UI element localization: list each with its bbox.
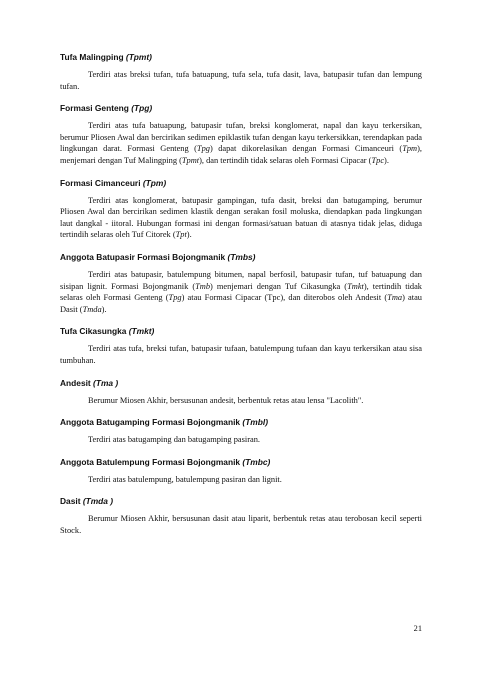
section-code: (Tpg) [131,103,153,114]
formation-section [60,326,422,366]
section-code: (Tmkt) [128,326,155,337]
page-number: 21 [413,624,422,633]
section-description [60,195,422,241]
section-code: (Tmbl) [242,417,268,428]
description-text: Terdiri atas batulempung, batulempung pasiran dan lignit. [88,474,282,484]
section-heading [60,252,422,263]
description-text: Terdiri atas konglomerat, batupasir gampingan, tufa dasit, breksi dan batugamping, berumur Pliosen Awal dan bercirikan sedimen klastik dengan serakan fosil moluska, diendapkan pada lingkungan laut dangkal - iitoral. Hubungan formasi ini dengan formasi/satuan batuan di atasnya tidak jelas, diduga tertindih selaras oleh Tuf Citorek ( [60,195,422,240]
section-code: (Tmda ) [82,496,114,507]
section-title: Formasi Cimanceuri [60,177,141,188]
section-code: (Tpm) [142,177,167,188]
section-description [60,69,422,92]
section-heading [60,378,422,389]
description-text: Terdiri atas batupasir, batulempung bitumen, napal berfosil, batupasir tufan, tuf batuapung dan sisipan lignit. Formasi Bojongmanik ( [60,269,422,291]
description-text: Terdiri atas breksi tufan, tufa batuapung, tufa sela, tufa dasit, lava, batupasir tufan dan lempung tufan. [60,70,422,91]
section-title: Anggota Batulempung Formasi Bojongmanik [60,456,241,467]
section-code: (Tmbs) [227,251,256,262]
description-text: ) atau Formasi Cipacar (Tpc), dan diterobos oleh Andesit ( [181,293,388,303]
formation-code-ref: Tpm [402,144,418,154]
section-title: Anggota Batupasir Formasi Bojongmanik [60,251,226,262]
section-list [60,52,422,536]
formation-section [60,417,422,446]
description-text: Terdiri atas tufa batuapung, batupasir tufan, breksi konglomerat, napal dan kayu terkersikan, berumur Pliosen Awal dan bercirikan sedimen epiklastik tufan dengan kayu terkersikkan, terendapkan pada lingkungan darat. Formasi Genteng ( [60,121,422,154]
section-heading [60,457,422,468]
section-heading [60,52,422,63]
formation-code-ref: Tpc [371,155,385,165]
description-text: ). [384,155,389,165]
description-text: Berumur Miosen Akhir, bersusunan dasit atau liparit, berbentuk retas atau terobosan kecil seperti Stock. [60,514,422,535]
section-code: (Tmbc) [242,456,271,467]
description-text: ), dan tertindih tidak selaras oleh Formasi Cipacar ( [199,155,372,165]
description-text: Berumur Miosen Akhir, bersusunan andesit, berbentuk retas atau lensa "Lacolith". [88,395,364,405]
formation-code-ref: Tmkt [347,281,364,291]
description-text: ). [101,304,107,314]
section-description [60,343,422,366]
formation-code-ref: Tpmt [181,155,200,165]
formation-code-ref: Tma [387,293,403,303]
section-heading [60,417,422,428]
formation-section [60,178,422,241]
description-text: ) menjemari dengan Tuf Cikasungka ( [210,281,348,291]
section-title: Andesit [60,377,91,388]
section-title: Tufa Cikasungka [60,326,127,337]
description-text: Terdiri atas batugamping dan batugamping pasiran. [88,435,260,445]
formation-section [60,103,422,166]
section-code: (Tma ) [93,377,119,388]
section-description [60,474,422,486]
section-description [60,513,422,536]
formation-section [60,496,422,536]
section-title: Dasit [60,496,81,507]
formation-section [60,378,422,407]
section-heading [60,103,422,114]
section-heading [60,326,422,337]
formation-code-ref: Tpt [175,230,187,240]
formation-section [60,252,422,315]
formation-code-ref: Tpg [196,144,210,154]
formation-section [60,52,422,92]
formation-section [60,457,422,486]
formation-code-ref: Tmda [82,304,102,314]
description-text: ) dapat dikorelasikan dengan Formasi Cimanceuri ( [209,144,403,154]
section-description [60,269,422,315]
description-text: ) atau Dasit ( [60,293,422,314]
section-code: (Tpmt) [125,52,152,62]
section-title: Anggota Batugamping Formasi Bojongmanik [60,417,241,428]
section-title: Formasi Genteng [60,103,129,114]
description-text: ), menjemari dengan Tuf Malingping ( [60,144,422,165]
formation-code-ref: Tpg [168,293,182,303]
description-text: ), tertindih tidak selaras oleh Formasi Genteng ( [60,281,422,303]
section-heading [60,496,422,507]
description-text: Terdiri atas tufa, breksi tufan, batupasir tufaan, batulempung tufaan dan kayu terkersikan atau sisa tumbuhan. [60,344,422,365]
section-description [60,120,422,166]
section-heading [60,178,422,189]
section-description [60,434,422,446]
formation-code-ref: Tmb [195,281,211,291]
description-text: ). [186,230,192,240]
section-title: Tufa Malingping [60,52,124,62]
section-description [60,395,422,407]
